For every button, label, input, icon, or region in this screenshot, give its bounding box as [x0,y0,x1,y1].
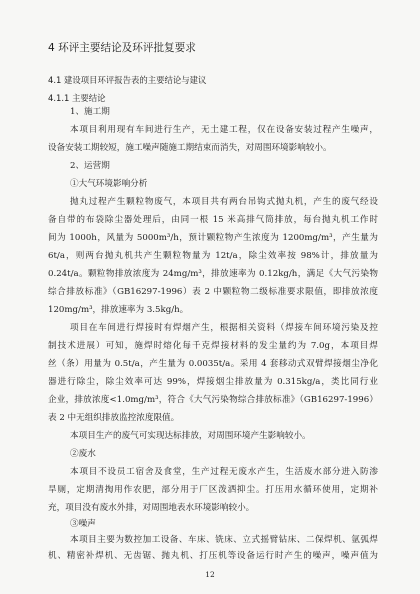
paragraph-line: 充，项目没有废水外排，对周围地表水环境影响较小。 [48,503,255,513]
paragraph-line: 项目在车间进行焊接时有焊烟产生，根据相关资料（焊接车间环境污染及控 [70,323,378,333]
paragraph-line: 抛丸过程产生颗粒物废气，本项目共有两台吊钩式抛丸机，产生的废气经设 [70,197,378,207]
subsection-title: 4.1 建设项目环评报告表的主要结论与建议 [48,75,207,85]
paragraph-line: 本项目生产的废气可实现达标排放，对周围环境产生影响较小。 [70,431,311,441]
paragraph-line: 间为 1000h，风量为 5000m³/h，预计颗粒物产生浓度为 1200mg/m³，产生量为 [48,233,378,243]
paragraph-line: 本项目不设员工宿舍及食堂，生产过程无废水产生，生活废水部分进入防渗 [70,467,378,477]
heading-noise: ③噪声 [70,519,96,529]
heading-air: ①大气环境影响分析 [70,179,148,189]
paragraph-line: 设备安装工期较短，施工噪声随施工期结束而消失，对周围环境影响较小。 [48,143,332,153]
paragraph-line: 企业，排放浓度<1.0mg/m³，符合《大气污染物综合排放标准》（GB16297-1996） [48,395,378,405]
paragraph-line: 综合排放标准》（GB16297-1996）表 2 中颗粒物二级标准要求限值，即排放浓度 [48,287,378,297]
paragraph-line: 丝（条）用量为 0.5t/a，产生量为 0.0035t/a。采用 4 套移动式双臂焊接烟尘净化 [48,359,378,369]
paragraph-line: 0.24t/a。颗粒物排放浓度为 24mg/m³，排放速率为 0.12kg/h，满足《大气污染物 [48,269,378,279]
section-title: 4 环评主要结论及环评批复要求 [48,42,196,54]
paragraph-line: 器进行除尘，除尘效率可达 99%，焊接烟尘排放量为 0.315kg/a，类比同行业 [48,377,378,387]
paragraph-line: 本项目利用现有车间进行生产，无土建工程，仅在设备安装过程产生噪声， [70,125,378,135]
subsubsection-title: 4.1.1 主要结论 [48,93,106,103]
paragraph-line: 旱厕，定期清掏用作农肥，部分用于厂区泼洒抑尘。打压用水循环使用，定期补 [48,485,378,495]
paragraph-line: 120mg/m³，排放速率为 3.5kg/h。 [48,305,189,315]
paragraph-line: 制技术进展）可知，施焊时熔化每千克焊接材料的发尘量约为 7.0g，本项目焊 [48,341,378,351]
page-number: 12 [205,570,215,579]
heading-operation: 2、运营期 [70,161,110,171]
paragraph-line: 备自带的布袋除尘器处理后，由同一根 15 米高排气筒排放，每台抛丸机工作时 [48,215,378,225]
paragraph-line: 本项目主要为数控加工设备、车床、铣床、立式摇臂钻床、二保焊机、氩弧焊 [70,535,378,545]
paragraph-line: 6t/a，则两台抛丸机共产生颗粒物量为 12t/a，除尘效率按 98%计，排放量为 [48,251,378,261]
heading-wastewater: ②废水 [70,449,96,459]
heading-construction: 1、施工期 [70,107,110,117]
paragraph-line: 机、精密补焊机、无齿锯、抛丸机、打压机等设备运行时产生的噪声，噪声值为 [48,551,378,561]
paragraph-line: 表 2 中无组织排放监控浓度限值。 [48,413,180,423]
